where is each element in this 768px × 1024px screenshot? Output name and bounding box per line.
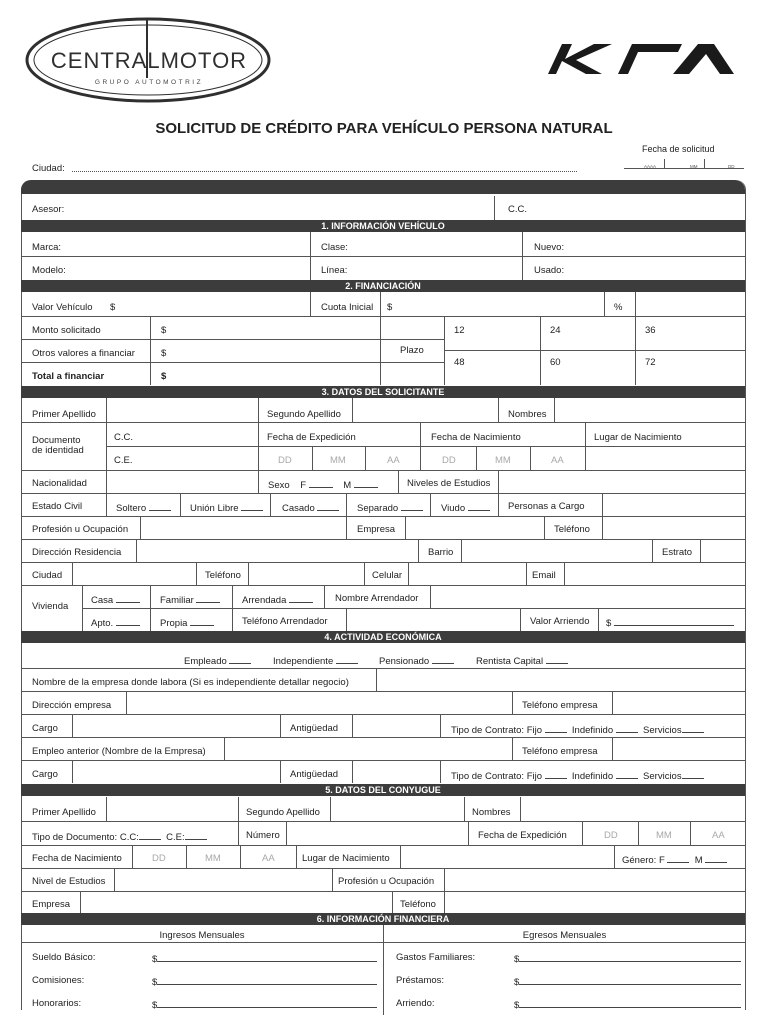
ingresos-header: Ingresos Mensuales [159,930,245,941]
date-month-label: MM [690,164,698,169]
date-year-label: AAAA [644,164,657,169]
monto-dollar: $ [161,325,167,336]
brand-name: CENTRALMOTOR [50,48,248,73]
documento-label: Documento [32,435,81,446]
monto-label: Monto solicitado [32,325,101,336]
vivienda-label: Vivienda [32,601,69,612]
antiguedad-label: Antigüedad [290,723,339,734]
advisor-cc-label: C.C. [508,204,527,215]
separado-option[interactable]: Separado [357,502,423,514]
familiar-option[interactable]: Familiar [160,594,220,606]
nombre-arrendador-label: Nombre Arrendador [335,593,419,604]
conyugue-nac-aa[interactable]: AA [262,853,275,864]
egresos-header: Egresos Mensuales [522,930,607,941]
asesor-input[interactable] [72,196,492,218]
top-band [21,180,745,194]
soltero-option[interactable]: Soltero [116,502,171,514]
lugar-nacimiento-label: Lugar de Nacimiento [594,432,682,443]
comisiones-label: Comisiones: [32,975,85,986]
gastos-input[interactable]: $ [514,953,741,965]
valor-arriendo-dollar[interactable]: $ [606,617,734,629]
estado-civil-label: Estado Civil [32,501,83,512]
telefono-empresa-anterior-label: Teléfono empresa [522,746,598,757]
gastos-label: Gastos Familiares: [396,952,476,963]
total-label: Total a financiar [32,371,105,382]
conyugue-exp-aa[interactable]: AA [712,830,725,841]
exp-dd[interactable]: DD [278,455,292,466]
independiente-option[interactable]: Independiente [273,655,358,667]
plazo-48[interactable]: 48 [454,357,465,368]
conyugue-nac-mm[interactable]: MM [205,853,221,864]
plazo-12[interactable]: 12 [454,325,465,336]
fecha-nacimiento-label: Fecha de Nacimiento [431,432,521,443]
conyugue-exp-dd[interactable]: DD [604,830,618,841]
plazo-60[interactable]: 60 [550,357,561,368]
union-libre-option[interactable]: Unión Libre [190,502,263,514]
viudo-option[interactable]: Viudo [441,502,490,514]
pensionado-option[interactable]: Pensionado [379,655,454,667]
arriendo-label: Arriendo: [396,998,435,1009]
prestamos-label: Préstamos: [396,975,445,986]
honorarios-input[interactable]: $ [152,999,377,1011]
conyugue-nac-dd[interactable]: DD [152,853,166,864]
cargo-label: Cargo [32,723,58,734]
comisiones-input[interactable]: $ [152,976,377,988]
conyugue-segundo-apellido-label: Segundo Apellido [246,807,320,818]
arriendo-input[interactable]: $ [514,999,741,1011]
direccion-label: Dirección Residencia [32,547,122,558]
section-2-header: 2. FINANCIACIÓN [21,280,745,292]
ciudad-telefono-label: Teléfono [205,570,241,581]
tipo-contrato-row[interactable]: Tipo de Contrato: Fijo Indefinido Servicios [451,724,704,736]
exp-mm[interactable]: MM [330,455,346,466]
nac-mm[interactable]: MM [495,455,511,466]
de-identidad-label: de identidad [32,445,84,456]
section-1-header: 1. INFORMACIÓN VEHÍCULO [21,220,745,232]
conyugue-nivel-estudios-label: Nivel de Estudios [32,876,106,887]
direccion-empresa-label: Dirección empresa [32,700,112,711]
empleado-option[interactable]: Empleado [184,655,251,667]
segundo-apellido-label: Segundo Apellido [267,409,341,420]
conyugue-empresa-label: Empresa [32,899,71,910]
doc-ce-label: C.E. [114,455,133,466]
antiguedad-anterior-label: Antigüedad [290,769,339,780]
conyugue-primer-apellido-label: Primer Apellido [32,807,96,818]
otros-dollar: $ [161,348,167,359]
nuevo-label: Nuevo: [534,242,565,253]
nacionalidad-label: Nacionalidad [32,478,87,489]
conyugue-lugar-nacimiento-label: Lugar de Nacimiento [302,853,390,864]
valor-arriendo-label: Valor Arriendo [530,616,590,627]
kia-logo [548,42,734,76]
clase-label: Clase: [321,242,348,253]
estrato-label: Estrato [662,547,693,558]
plazo-36[interactable]: 36 [645,325,656,336]
city-input[interactable] [72,171,577,172]
casa-option[interactable]: Casa [91,594,140,606]
date-label: Fecha de solicitud [642,144,715,154]
profesion-label: Profesión u Ocupación [32,524,129,535]
brand-subtitle: GRUPO AUTOMOTRIZ [94,79,204,86]
conyugue-exp-mm[interactable]: MM [656,830,672,841]
rentista-option[interactable]: Rentista Capital [476,655,568,667]
section-5-header: 5. DATOS DEL CONYUGUE [21,784,745,796]
conyugue-profesion-label: Profesión u Ocupación [338,876,435,887]
city-label: Ciudad: [32,163,65,174]
modelo-label: Modelo: [32,265,66,276]
otros-label: Otros valores a financiar [32,348,135,359]
casado-option[interactable]: Casado [282,502,339,514]
asesor-label: Asesor: [32,204,65,215]
section-4-header: 4. ACTIVIDAD ECONÓMICA [21,631,745,643]
nombres-label: Nombres [508,409,547,420]
cargo-anterior-label: Cargo [32,769,58,780]
barrio-label: Barrio [428,547,454,558]
sueldo-input[interactable]: $ [152,953,377,965]
total-dollar: $ [161,371,167,382]
cuota-inicial-label: Cuota Inicial [321,302,374,313]
plazo-label: Plazo [400,345,424,356]
prestamos-input[interactable]: $ [514,976,741,988]
sueldo-label: Sueldo Básico: [32,952,96,963]
conyugue-fecha-nacimiento-label: Fecha de Nacimiento [32,853,122,864]
honorarios-label: Honorarios: [32,998,82,1009]
telefono-arrendador-label: Teléfono Arrendador [242,616,328,627]
arrendada-option[interactable]: Arrendada [242,594,313,606]
usado-label: Usado: [534,265,565,276]
plazo-24[interactable]: 24 [550,325,561,336]
valor-dollar: $ [110,302,116,313]
email-label: Email [532,570,556,581]
nac-dd[interactable]: DD [442,455,456,466]
cuota-percent: % [614,302,623,313]
numero-label: Número [246,830,280,841]
nac-aa[interactable]: AA [551,455,564,466]
nombre-empresa-label: Nombre de la empresa donde labora (Si es independiente detallar negocio) [32,677,349,688]
tipo-documento-row[interactable]: Tipo de Documento: C.C: C.E: [32,831,207,843]
cuota-dollar: $ [387,302,393,313]
empresa-label: Empresa [357,524,396,535]
doc-cc-label: C.C. [114,432,133,443]
date-day-label: DD [728,164,735,169]
fecha-expedicion-label: Fecha de Expedición [267,432,356,443]
telefono-empresa-label: Teléfono empresa [522,700,598,711]
telefono-label: Teléfono [554,524,590,535]
sexo-label: Sexo F M [268,479,378,491]
propia-option[interactable]: Propia [160,617,214,629]
date-field[interactable] [624,157,744,169]
valor-vehiculo-label: Valor Vehículo [32,302,93,313]
personas-cargo-label: Personas a Cargo [508,501,585,512]
niveles-estudios-label: Niveles de Estudios [407,478,491,489]
section-6-header: 6. INFORMACIÓN FINANCIERA [21,913,745,925]
primer-apellido-label: Primer Apellido [32,409,96,420]
ciudad-label: Ciudad [32,570,63,581]
tipo-contrato-anterior-row[interactable]: Tipo de Contrato: Fijo Indefinido Servicios [451,770,704,782]
empleo-anterior-label: Empleo anterior (Nombre de la Empresa) [32,746,206,757]
marca-label: Marca: [32,242,62,253]
section-3-header: 3. DATOS DEL SOLICITANTE [21,386,745,398]
form-title: SOLICITUD DE CRÉDITO PARA VEHÍCULO PERSONA NATURAL [155,120,613,137]
conyugue-nombres-label: Nombres [472,807,511,818]
apto-option[interactable]: Apto. [91,617,140,629]
conyugue-fecha-expedicion-label: Fecha de Expedición [478,830,567,841]
genero-row[interactable]: Género: F M [622,854,727,866]
linea-label: Línea: [321,265,348,276]
celular-label: Celular [372,570,403,581]
exp-aa[interactable]: AA [387,455,400,466]
plazo-72[interactable]: 72 [645,357,656,368]
conyugue-telefono-label: Teléfono [400,899,436,910]
